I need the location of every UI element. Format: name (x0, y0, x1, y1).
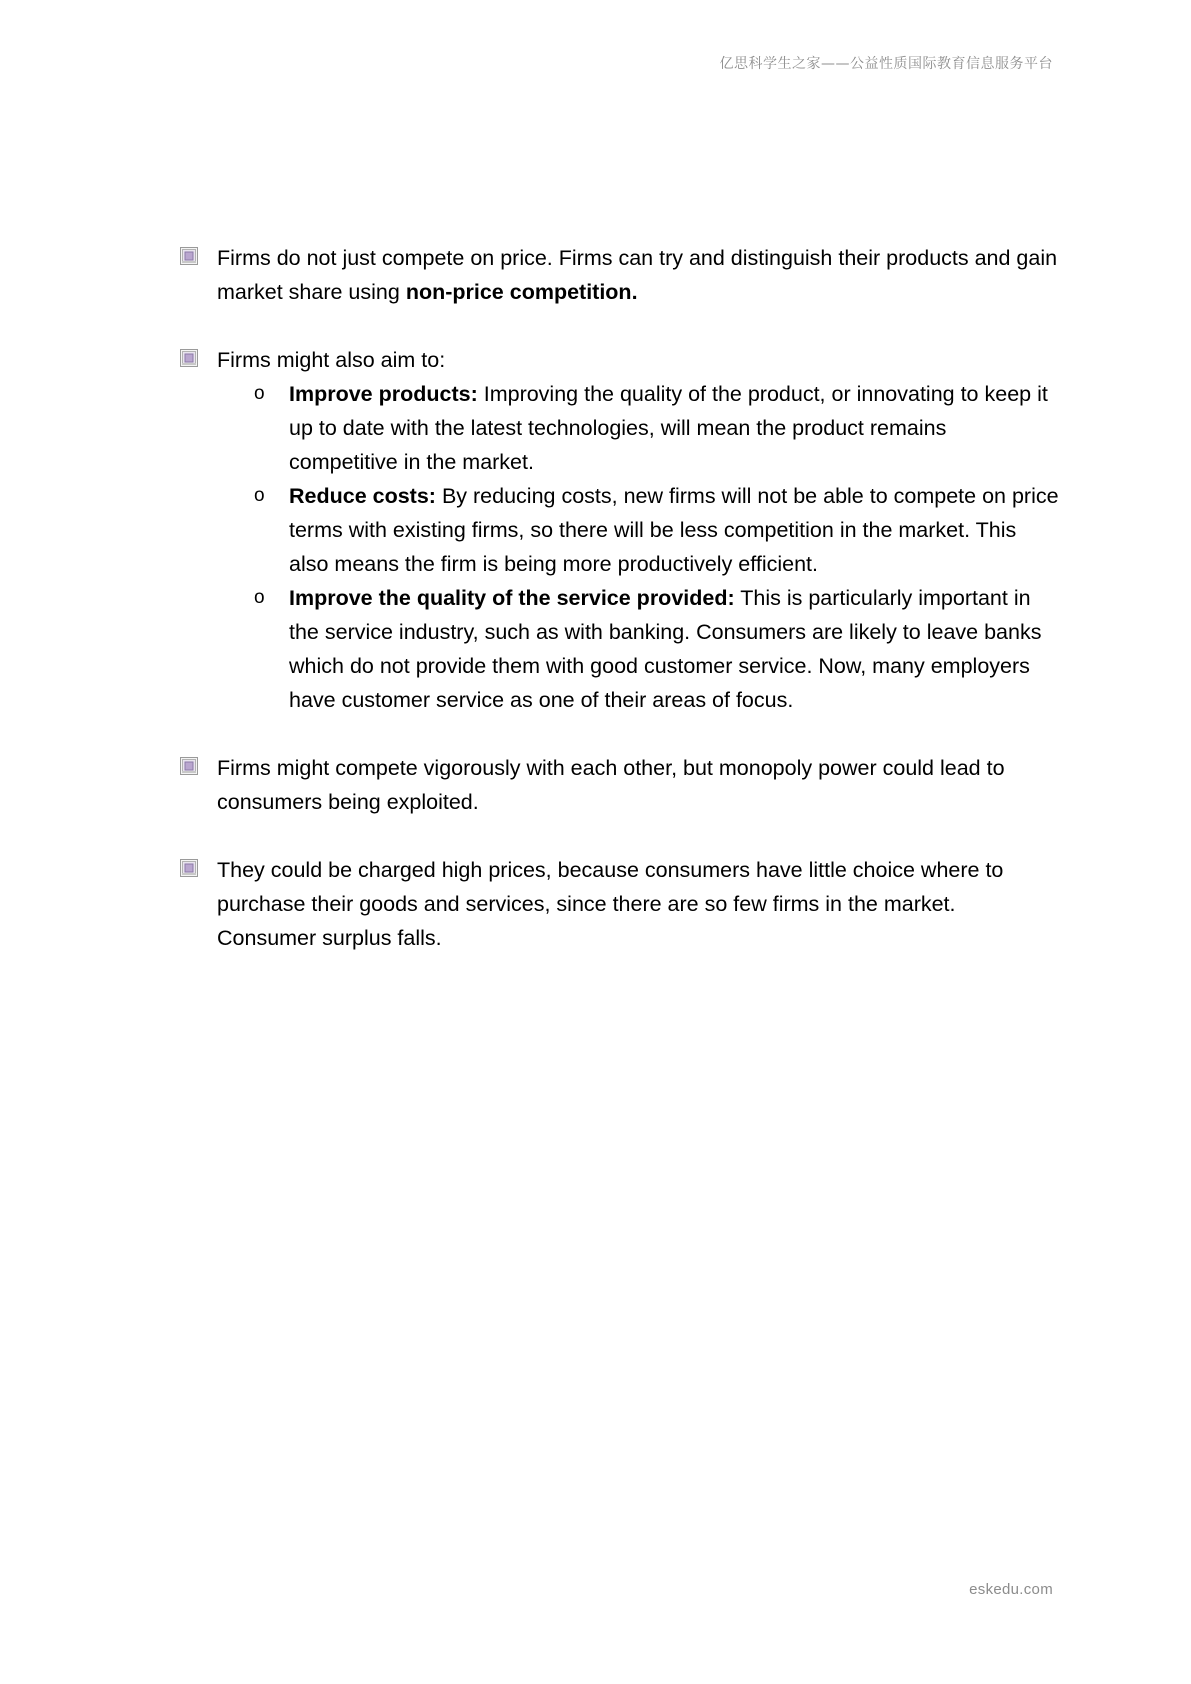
sub-list-marker: o (254, 383, 265, 404)
sub-list-marker: o (254, 587, 265, 608)
document-bullet-icon (180, 859, 198, 877)
document-bullet-icon (180, 349, 198, 367)
bullet-item (180, 751, 1060, 819)
sub-list-item (217, 581, 1060, 717)
bullet-text: Firms might also aim to: (217, 348, 446, 372)
sub-item-text: By reducing costs, new firms will not be able to compete on price terms with existing firms, so there will be less competition in the market. This also means the firm is being more productively efficient. (289, 484, 1059, 576)
page-footer: eskedu.com (969, 1581, 1053, 1598)
bullet-bold-text: non-price competition. (405, 280, 638, 304)
document-bullet-icon (180, 247, 198, 265)
sub-item-text: This is particularly important in the service industry, such as with banking. Consumers are likely to leave banks which do not provide them with good customer service. Now, many employers have customer service as one of their areas of focus. (289, 586, 1042, 712)
document-bullet-icon (180, 757, 198, 775)
sub-list-item (217, 479, 1060, 581)
bullet-text: Firms might compete vigorously with each other, but monopoly power could lead to consumers being exploited. (217, 756, 1005, 814)
sub-item-heading: Improve products: (289, 382, 478, 406)
bullet-item (180, 241, 1060, 309)
bullet-item (180, 343, 1060, 717)
page-header: 亿思科学生之家——公益性质国际教育信息服务平台 (719, 56, 1053, 72)
sub-item-text: Improving the quality of the product, or innovating to keep it up to date with the latest technologies, will mean the product remains competitive in the market. (289, 382, 1048, 474)
sub-item-heading: Reduce costs: (289, 484, 436, 508)
bullet-text: Firms do not just compete on price. Firms can try and distinguish their products and gain market share using (217, 246, 1058, 304)
sub-list-marker: o (254, 485, 265, 506)
bullet-text: They could be charged high prices, because consumers have little choice where to purchase their goods and services, since there are so few firms in the market. Consumer surplus falls. (217, 858, 1004, 950)
bullet-item (180, 853, 1060, 955)
sub-item-heading: Improve the quality of the service provided: (289, 586, 735, 610)
sub-list (217, 377, 1060, 717)
document-body (180, 241, 1060, 955)
sub-list-item (217, 377, 1060, 479)
